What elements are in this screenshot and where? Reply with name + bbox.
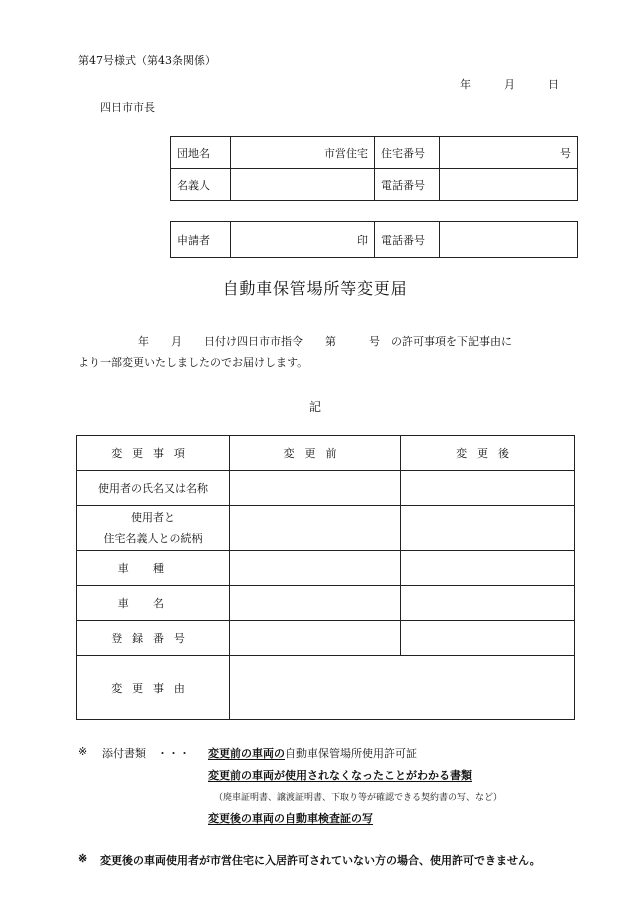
attachments-label: 添付書類 ・・・ — [102, 747, 190, 760]
table-row — [77, 621, 575, 656]
row-label-registration: 登録番号 — [77, 621, 230, 656]
table-row — [77, 586, 575, 621]
phone-value-cell[interactable] — [440, 169, 578, 201]
danchi-value-cell[interactable]: 市営住宅 — [231, 137, 375, 169]
user-name-after-cell[interactable] — [401, 471, 575, 506]
body-line-1: 年 月 日付け四日市市指令 第 号 の許可事項を下記事由に — [138, 335, 512, 348]
vehicle-name-after-cell[interactable] — [401, 586, 575, 621]
document-title: 自動車保管場所等変更届 — [222, 279, 408, 298]
name-value-cell[interactable] — [231, 169, 375, 201]
footer-note-text: 変更後の車両使用者が市営住宅に入居許可されていない方の場合、使用許可できません。 — [100, 854, 541, 867]
date-line: 年 月 日 — [460, 78, 559, 91]
unit-number-cell[interactable]: 号 — [440, 137, 578, 169]
addressee: 四日市市長 — [100, 101, 155, 114]
body-line-2: より一部変更いたしましたのでお届けします。 — [78, 356, 309, 369]
row-label-user-name: 使用者の氏名又は名称 — [77, 471, 230, 506]
attachment-item-2-note: （廃車証明書、譲渡証明書、下取り等が確認できる契約書の写、など） — [214, 793, 503, 803]
header-change-item: 変更事項 — [77, 436, 230, 471]
vehicle-name-before-cell[interactable] — [230, 586, 401, 621]
registration-before-cell[interactable] — [230, 621, 401, 656]
change-table — [76, 435, 575, 720]
row-label-vehicle-name: 車名 — [77, 586, 230, 621]
row-label-reason: 変更事由 — [77, 656, 230, 720]
relationship-line-1: 使用者と — [131, 511, 175, 524]
row-label-relationship — [77, 506, 230, 551]
attachments-mark: ※ — [78, 745, 88, 758]
row-label-vehicle-type: 車種 — [77, 551, 230, 586]
relationship-after-cell[interactable] — [401, 506, 575, 551]
name-label: 名義人 — [171, 169, 231, 201]
header-after: 変更後 — [401, 436, 575, 471]
resident-info-table — [170, 136, 578, 201]
vehicle-type-before-cell[interactable] — [230, 551, 401, 586]
vehicle-type-after-cell[interactable] — [401, 551, 575, 586]
header-before: 変更前 — [230, 436, 401, 471]
footer-note-mark: ※ — [78, 852, 88, 865]
attachment-item-3: 変更後の車両の自動車検査証の写 — [208, 812, 373, 825]
unit-label: 住宅番号 — [375, 137, 440, 169]
table-row — [77, 506, 575, 551]
applicant-phone-label: 電話番号 — [375, 222, 440, 258]
ki-label: 記 — [308, 400, 321, 414]
applicant-label: 申請者 — [171, 222, 231, 258]
applicant-table — [170, 221, 578, 258]
form-number: 第47号様式（第43条関係） — [78, 54, 216, 67]
attachment-item-2: 変更前の車両が使用されなくなったことがわかる書類 — [208, 769, 472, 782]
danchi-label: 団地名 — [171, 137, 231, 169]
relationship-before-cell[interactable] — [230, 506, 401, 551]
registration-after-cell[interactable] — [401, 621, 575, 656]
user-name-before-cell[interactable] — [230, 471, 401, 506]
attachment-item-1-emphasis: 変更前の車両の — [208, 747, 285, 760]
reason-cell[interactable] — [230, 656, 575, 720]
table-row — [77, 656, 575, 720]
applicant-phone-cell[interactable] — [440, 222, 578, 258]
table-row — [77, 551, 575, 586]
attachment-item-1-rest: 自動車保管場所使用許可証 — [285, 747, 417, 760]
relationship-line-2: 住宅名義人との続柄 — [103, 532, 203, 545]
attachment-item-1 — [208, 745, 417, 761]
applicant-value-cell[interactable]: 印 — [231, 222, 375, 258]
phone-label: 電話番号 — [375, 169, 440, 201]
table-row — [77, 471, 575, 506]
